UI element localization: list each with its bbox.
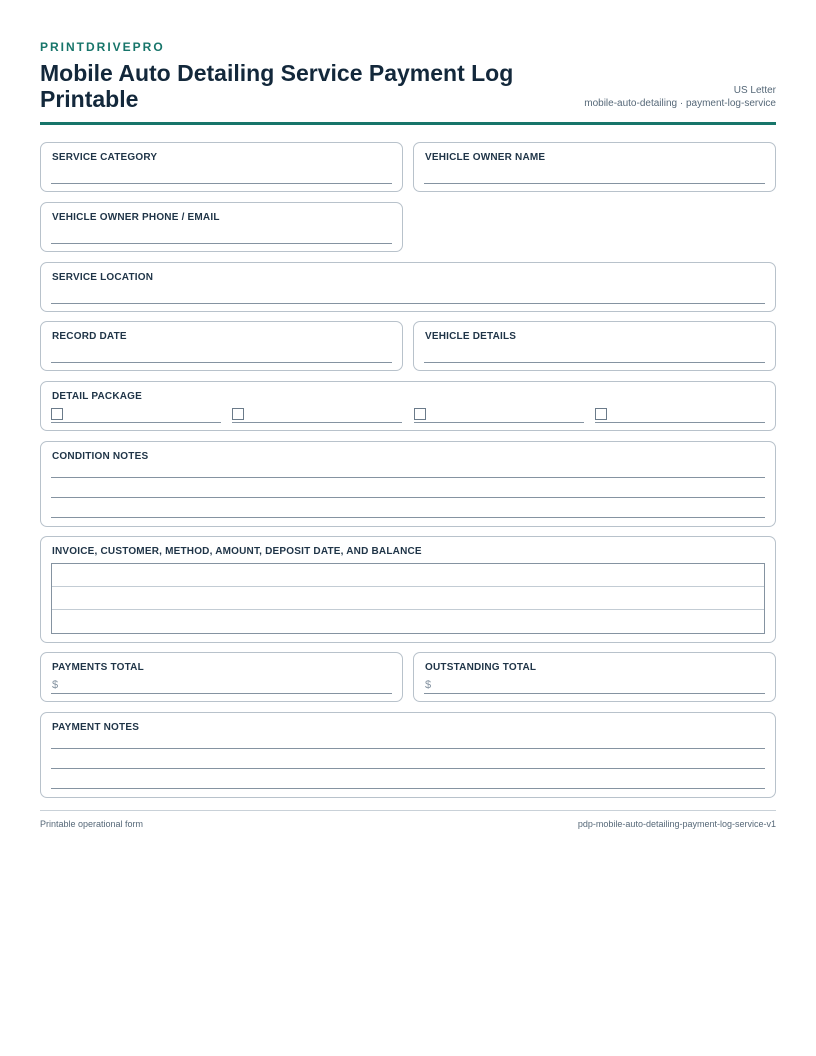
vehicle-details-label: VEHICLE DETAILS bbox=[425, 331, 517, 342]
payments-table bbox=[51, 563, 765, 634]
table-row[interactable] bbox=[52, 587, 764, 610]
service-location-field[interactable] bbox=[40, 262, 776, 312]
table-row[interactable] bbox=[52, 564, 764, 587]
condition-notes-field[interactable] bbox=[40, 441, 776, 527]
package-option[interactable] bbox=[232, 408, 402, 424]
footer-left-text: Printable operational form bbox=[40, 819, 144, 829]
service-location-line[interactable] bbox=[51, 303, 765, 304]
payment-notes-field[interactable] bbox=[40, 712, 776, 798]
service-location-label: SERVICE LOCATION bbox=[52, 272, 154, 283]
package-option-line[interactable] bbox=[414, 422, 584, 423]
owner-contact-field[interactable] bbox=[40, 202, 403, 252]
package-checkbox[interactable] bbox=[232, 408, 244, 420]
detail-package-field bbox=[40, 381, 776, 431]
outstanding-total-field[interactable] bbox=[413, 652, 776, 702]
outstanding-total-label: OUTSTANDING TOTAL bbox=[425, 662, 537, 673]
currency-symbol: $ bbox=[52, 679, 59, 691]
record-date-field[interactable] bbox=[40, 321, 403, 371]
package-checkbox[interactable] bbox=[51, 408, 63, 420]
payments-table-label: INVOICE, CUSTOMER, METHOD, AMOUNT, DEPOSIT DATE, AND BALANCE bbox=[52, 546, 422, 557]
document-slug: mobile-auto-detailing · payment-log-service bbox=[584, 98, 776, 109]
footer-rule bbox=[40, 810, 776, 811]
payment-notes-line[interactable] bbox=[51, 768, 765, 769]
vehicle-details-line[interactable] bbox=[424, 362, 765, 363]
page-title: Mobile Auto Detailing Service Payment Log Printable bbox=[40, 60, 514, 112]
payments-table-field bbox=[40, 536, 776, 643]
service-category-field[interactable] bbox=[40, 142, 403, 192]
condition-notes-line[interactable] bbox=[51, 517, 765, 518]
vehicle-details-field[interactable] bbox=[413, 321, 776, 371]
brand-name: PRINTDRIVEPRO bbox=[40, 40, 165, 54]
owner-name-field[interactable] bbox=[413, 142, 776, 192]
footer-form-id: pdp-mobile-auto-detailing-payment-log-service-v1 bbox=[577, 819, 776, 829]
record-date-label: RECORD DATE bbox=[52, 331, 127, 342]
paper-size: US Letter bbox=[733, 85, 776, 96]
owner-contact-label: VEHICLE OWNER PHONE / EMAIL bbox=[52, 212, 220, 223]
package-option-line[interactable] bbox=[232, 422, 402, 423]
detail-package-label: DETAIL PACKAGE bbox=[52, 391, 143, 402]
package-option-line[interactable] bbox=[51, 422, 221, 423]
payment-notes-line[interactable] bbox=[51, 748, 765, 749]
record-date-line[interactable] bbox=[51, 362, 392, 363]
owner-name-label: VEHICLE OWNER NAME bbox=[425, 152, 546, 163]
payment-notes-line[interactable] bbox=[51, 788, 765, 789]
payments-total-field[interactable] bbox=[40, 652, 403, 702]
package-option-line[interactable] bbox=[595, 422, 765, 423]
document-meta bbox=[584, 84, 776, 110]
package-option[interactable] bbox=[414, 408, 584, 424]
condition-notes-line[interactable] bbox=[51, 497, 765, 498]
package-option[interactable] bbox=[51, 408, 221, 424]
package-option[interactable] bbox=[595, 408, 765, 424]
package-checkbox[interactable] bbox=[414, 408, 426, 420]
outstanding-total-line[interactable] bbox=[424, 693, 765, 694]
payments-total-label: PAYMENTS TOTAL bbox=[52, 662, 144, 673]
payments-total-line[interactable] bbox=[51, 693, 392, 694]
payment-notes-label: PAYMENT NOTES bbox=[52, 722, 140, 733]
service-category-line[interactable] bbox=[51, 183, 392, 184]
condition-notes-label: CONDITION NOTES bbox=[52, 451, 149, 462]
package-checkbox[interactable] bbox=[595, 408, 607, 420]
currency-symbol: $ bbox=[425, 679, 432, 691]
table-row[interactable] bbox=[52, 610, 764, 633]
owner-name-line[interactable] bbox=[424, 183, 765, 184]
condition-notes-line[interactable] bbox=[51, 477, 765, 478]
header-rule bbox=[40, 122, 776, 125]
service-category-label: SERVICE CATEGORY bbox=[52, 152, 158, 163]
owner-contact-line[interactable] bbox=[51, 243, 392, 244]
